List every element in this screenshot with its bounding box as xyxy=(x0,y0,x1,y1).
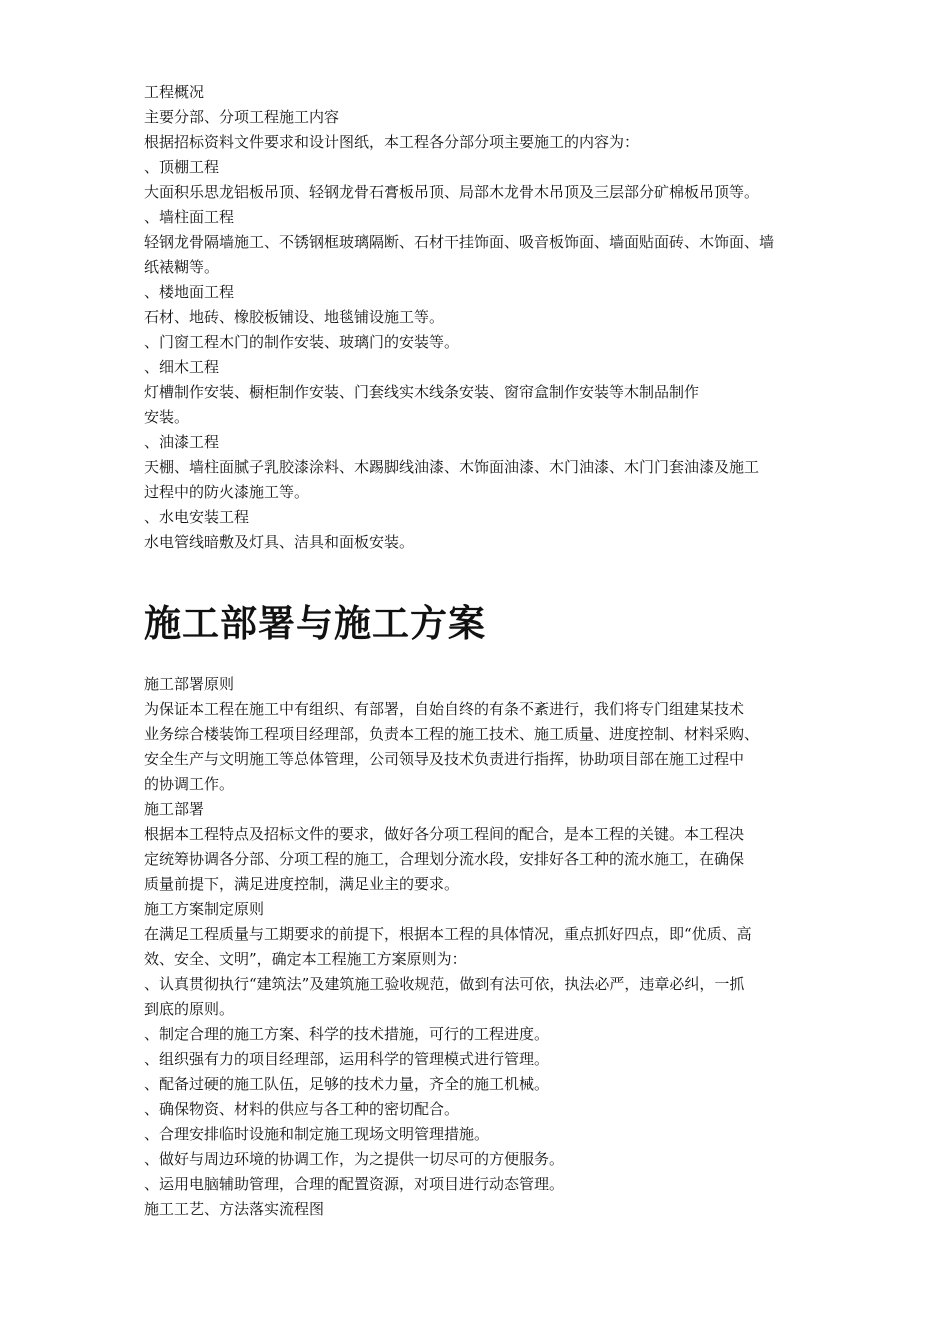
item-ceiling-title: 、顶棚工程 xyxy=(144,158,220,176)
principle-item-continued: 到底的原则。 xyxy=(144,1000,235,1018)
project-overview-section xyxy=(144,80,824,555)
paragraph-line: 水电管线暗敷及灯具、洁具和面板安装。 xyxy=(144,533,415,551)
principle-item: 、合理安排临时设施和制定施工现场文明管理措施。 xyxy=(144,1125,490,1143)
paragraph-line: 过程中的防火漆施工等。 xyxy=(144,483,310,501)
paragraph-line: 大面积乐思龙铝板吊顶、轻钢龙骨石膏板吊顶、局部木龙骨木吊顶及三层部分矿棉板吊顶等。 xyxy=(144,183,760,201)
principle-item: 、认真贯彻执行“建筑法”及建筑施工验收规范，做到有法可依，执法必严，违章必纠，一抓 xyxy=(144,975,745,993)
construction-plan-section xyxy=(144,672,824,1222)
item-doors-windows: 、门窗工程木门的制作安装、玻璃门的安装等。 xyxy=(144,333,460,351)
paragraph-line: 天棚、墙柱面腻子乳胶漆涂料、木踢脚线油漆、木饰面油漆、木门油漆、木门门套油漆及施工 xyxy=(144,458,760,476)
principle-item: 、做好与周边环境的协调工作，为之提供一切尽可的方便服务。 xyxy=(144,1150,565,1168)
principle-item: 、运用电脑辅助管理，合理的配置资源，对项目进行动态管理。 xyxy=(144,1175,565,1193)
paragraph-line: 灯槽制作安装、橱柜制作安装、门套线实木线条安装、窗帘盒制作安装等木制品制作 xyxy=(144,383,700,401)
subheading-main-works: 主要分部、分项工程施工内容 xyxy=(144,108,340,126)
principle-item: 、确保物资、材料的供应与各工种的密切配合。 xyxy=(144,1100,460,1118)
paragraph-line: 为保证本工程在施工中有组织、有部署，自始自终的有条不紊进行，我们将专门组建某技术 xyxy=(144,700,745,718)
section-heading: 施工部署与施工方案 xyxy=(144,601,486,645)
paragraph-line: 的协调工作。 xyxy=(144,775,235,793)
item-joinery-title: 、细木工程 xyxy=(144,358,220,376)
paragraph-line: 纸裱糊等。 xyxy=(144,258,220,276)
principle-item: 、配备过硬的施工队伍，足够的技术力量，齐全的施工机械。 xyxy=(144,1075,550,1093)
paragraph-line: 根据招标资料文件要求和设计图纸，本工程各分部分项主要施工的内容为： xyxy=(144,133,640,151)
paragraph-line: 安装。 xyxy=(144,408,190,426)
item-painting-title: 、油漆工程 xyxy=(144,433,220,451)
item-floor-title: 、楼地面工程 xyxy=(144,283,235,301)
principle-item: 、组织强有力的项目经理部，运用科学的管理模式进行管理。 xyxy=(144,1050,550,1068)
subheading-plan-principles: 施工方案制定原则 xyxy=(144,900,265,918)
subheading-project-overview: 工程概况 xyxy=(144,83,205,101)
paragraph-line: 轻钢龙骨隔墙施工、不锈钢框玻璃隔断、石材干挂饰面、吸音板饰面、墙面贴面砖、木饰面、墙 xyxy=(144,233,775,251)
paragraph-line: 业务综合楼装饰工程项目经理部，负责本工程的施工技术、施工质量、进度控制、材料采购、 xyxy=(144,725,760,743)
paragraph-line: 根据本工程特点及招标文件的要求，做好各分项工程间的配合，是本工程的关键。本工程决 xyxy=(144,825,745,843)
paragraph-line: 安全生产与文明施工等总体管理，公司领导及技术负责进行指挥，协助项目部在施工过程中 xyxy=(144,750,745,768)
item-mep-title: 、水电安装工程 xyxy=(144,508,250,526)
paragraph-line: 在满足工程质量与工期要求的前提下，根据本工程的具体情况，重点抓好四点，即“优质、高 xyxy=(144,925,752,943)
subheading-process-flowchart: 施工工艺、方法落实流程图 xyxy=(144,1200,325,1218)
paragraph-line: 石材、地砖、橡胶板铺设、地毯铺设施工等。 xyxy=(144,308,445,326)
paragraph-line: 质量前提下，满足进度控制，满足业主的要求。 xyxy=(144,875,460,893)
item-wall-title: 、墙柱面工程 xyxy=(144,208,235,226)
paragraph-line: 定统筹协调各分部、分项工程的施工，合理划分流水段，安排好各工种的流水施工，在确保 xyxy=(144,850,745,868)
subheading-deployment-principles: 施工部署原则 xyxy=(144,675,235,693)
principle-item: 、制定合理的施工方案、科学的技术措施，可行的工程进度。 xyxy=(144,1025,550,1043)
subheading-deployment: 施工部署 xyxy=(144,800,205,818)
paragraph-line: 效、安全、文明”，确定本工程施工方案原则为： xyxy=(144,950,467,968)
